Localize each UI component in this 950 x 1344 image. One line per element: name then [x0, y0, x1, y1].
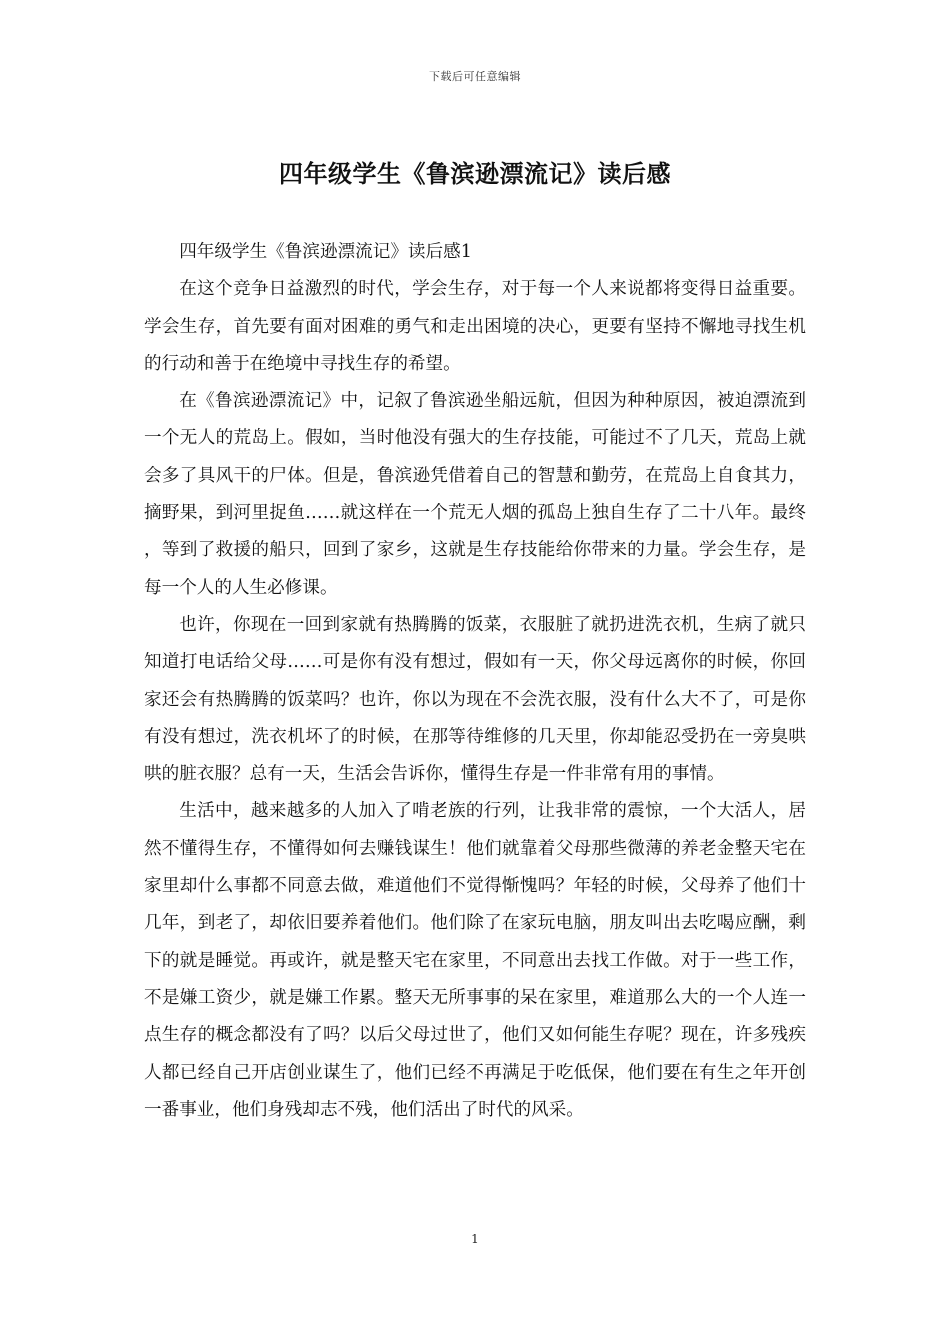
section-heading: 四年级学生《鲁滨逊漂流记》读后感1 [179, 242, 472, 262]
page-number: 1 [471, 1232, 479, 1246]
paragraph-2: 在《鲁滨逊漂流记》中，记叙了鲁滨逊坐船远航，但因为种种原因，被迫漂流到一个无人的荒岛上。假如，当时他没有强大的生存技能，可能过不了几天，荒岛上就会多了具风干的尸体。但是，鲁滨逊凭借着自己的智慧和勤劳，在荒岛上自食其力，摘野果，到河里捉鱼……就这样在一个荒无人烟的孤岛上独自生存了二十八年。最终，等到了救援的船只，回到了家乡，这就是生存技能给你带来的力量。学会生存，是每一个人的人生必修课。 [144, 391, 806, 598]
paragraph-3: 也许，你现在一回到家就有热腾腾的饭菜，衣服脏了就扔进洗衣机，生病了就只知道打电话给父母……可是你有没有想过，假如有一天，你父母远离你的时候，你回家还会有热腾腾的饭菜吗？也许，你以为现在不会洗衣服，没有什么大不了，可是你有没有想过，洗衣机坏了的时候，在那等待维修的几天里，你却能忍受扔在一旁臭哄哄的脏衣服？总有一天，生活会告诉你，懂得生存是一件非常有用的事情。 [144, 614, 806, 785]
paragraph-4: 生活中，越来越多的人加入了啃老族的行列，让我非常的震惊，一个大活人，居然不懂得生存，不懂得如何去赚钱谋生！他们就靠着父母那些微薄的养老金整天宅在家里却什么事都不同意去做，难道他们不觉得惭愧吗？年轻的时候，父母养了他们十几年，到老了，却依旧要养着他们。他们除了在家玩电脑，朋友叫出去吃喝应酬，剩下的就是睡觉。再或许，就是整天宅在家里，不同意出去找工作做。对于一些工作，不是嫌工资少，就是嫌工作累。整天无所事事的呆在家里，难道那么大的一个人连一点生存的概念都没有了吗？以后父母过世了，他们又如何能生存呢？现在，许多残疾人都已经自己开店创业谋生了，他们已经不再满足于吃低保，他们要在有生之年开创一番事业，他们身残却志不残，他们活出了时代的风采。 [144, 801, 806, 1120]
header-note: 下载后可任意编辑 [429, 70, 521, 83]
document-title: 四年级学生《鲁滨逊漂流记》读后感 [279, 159, 671, 188]
paragraph-1: 在这个竞争日益激烈的时代，学会生存，对于每一个人来说都将变得日益重要。学会生存，首先要有面对困难的勇气和走出困境的决心，更要有坚持不懈地寻找生机的行动和善于在绝境中寻找生存的希望。 [144, 279, 806, 374]
document-body [144, 234, 806, 1129]
